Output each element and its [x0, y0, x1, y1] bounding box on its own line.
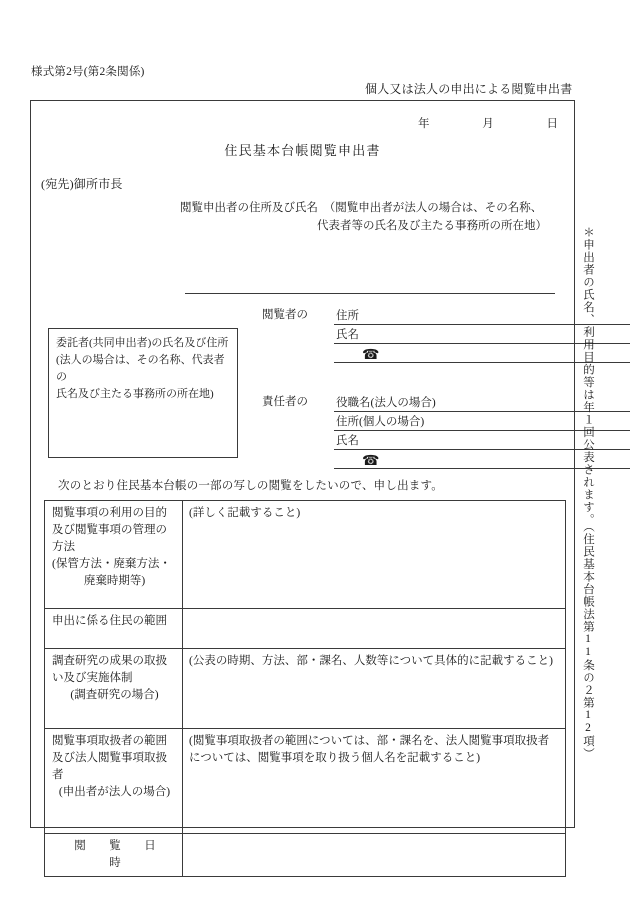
entrustment-box-line: 氏名及び主たる事務所の所在地): [56, 388, 214, 400]
date-month-label: 月: [482, 118, 494, 130]
date-day-label: 日: [546, 118, 558, 130]
applicant-heading-line2: 代表者等の氏名及び主たる事務所の所在地）: [317, 220, 547, 232]
vertical-public-notice-text: ＊申出者の氏名、利用目的等は年１回公表されます。（住民基本台帳法第11条の２第12項）: [582, 226, 594, 760]
table-row-value[interactable]: (詳しく記載すること): [183, 501, 566, 609]
header-title: 個人又は法人の申出による閲覧申出書: [365, 82, 573, 96]
table-row-label-line: 調査研究の成果の取扱: [52, 655, 167, 667]
table-row-label-line: 閲 覧 日 時: [74, 840, 180, 869]
responsible-group-label: 責任者の: [262, 396, 308, 408]
entrustment-box-line: (法人の場合は、その名称、代表者の: [56, 354, 225, 383]
viewer-field-caption: 氏名: [336, 329, 359, 341]
table-row-label-line: (調査研究の場合): [70, 689, 159, 701]
table-row-label: [45, 834, 183, 877]
table-row-label-line: 方法: [52, 541, 75, 553]
page-title: 住民基本台帳閲覧申出書: [224, 143, 381, 158]
table-row: [45, 609, 566, 649]
table-row-value[interactable]: [183, 609, 566, 649]
entrustment-box[interactable]: [48, 328, 238, 458]
applicant-heading-line1: 閲覧申出者の住所及び氏名 （閲覧申出者が法人の場合は、その名称、: [180, 202, 543, 214]
table-row-label-line: 閲覧事項取扱者の範囲: [52, 735, 167, 747]
responsible-field-caption: 役職名(法人の場合): [336, 397, 436, 409]
table-row-label-line: 廃棄時期等): [83, 575, 146, 587]
table-row-label-line: い及び実施体制: [52, 672, 133, 684]
date-line: [418, 115, 558, 131]
table-row-label-line: (申出者が法人の場合): [58, 786, 171, 798]
table-row-label: [45, 729, 183, 834]
table-row-label: [45, 501, 183, 609]
application-detail-table: [44, 500, 566, 877]
date-year-label: 年: [418, 118, 430, 130]
viewer-group-label: 閲覧者の: [262, 309, 308, 321]
table-row: [45, 834, 566, 877]
declaration-sentence: 次のとおり住民基本台帳の一部の写しの閲覧をしたいので、申し出ます。: [58, 480, 443, 492]
table-row-label-line: 閲覧事項の利用の目的: [52, 507, 167, 519]
table-row-value[interactable]: [183, 834, 566, 877]
table-row-label-line: 申出に係る住民の範囲: [52, 615, 167, 627]
table-row: [45, 649, 566, 729]
addressee: (宛先)御所市長: [41, 177, 123, 191]
responsible-field-caption: 住所(個人の場合): [336, 416, 425, 428]
applicant-heading: [180, 199, 547, 235]
table-row-label-line: (保管方法・廃棄方法・: [52, 558, 171, 570]
table-row-label-line: 及び法人閲覧事項取扱: [52, 752, 167, 764]
vertical-public-notice: [578, 226, 597, 786]
applicant-signature-rule[interactable]: [185, 293, 555, 294]
table-row-label: [45, 649, 183, 729]
form-code: 様式第2号(第2条関係): [31, 66, 145, 78]
table-row-label-line: 者: [52, 769, 64, 781]
telephone-icon: ☎: [362, 347, 380, 363]
table-row: [45, 729, 566, 834]
table-row-value[interactable]: (閲覧事項取扱者の範囲については、部・課名を、法人閲覧事項取扱者については、閲覧事項を取り扱う個人名を記載すること): [183, 729, 566, 834]
table-row: [45, 501, 566, 609]
table-row-value[interactable]: (公表の時期、方法、部・課名、人数等について具体的に記載すること): [183, 649, 566, 729]
table-row-label: [45, 609, 183, 649]
responsible-field-caption: 氏名: [336, 435, 359, 447]
table-row-label-line: 及び閲覧事項の管理の: [52, 524, 167, 536]
viewer-field-caption: 住所: [336, 310, 359, 322]
entrustment-box-line: 委託者(共同申出者)の氏名及び住所: [56, 337, 229, 349]
telephone-icon: ☎: [362, 453, 380, 469]
